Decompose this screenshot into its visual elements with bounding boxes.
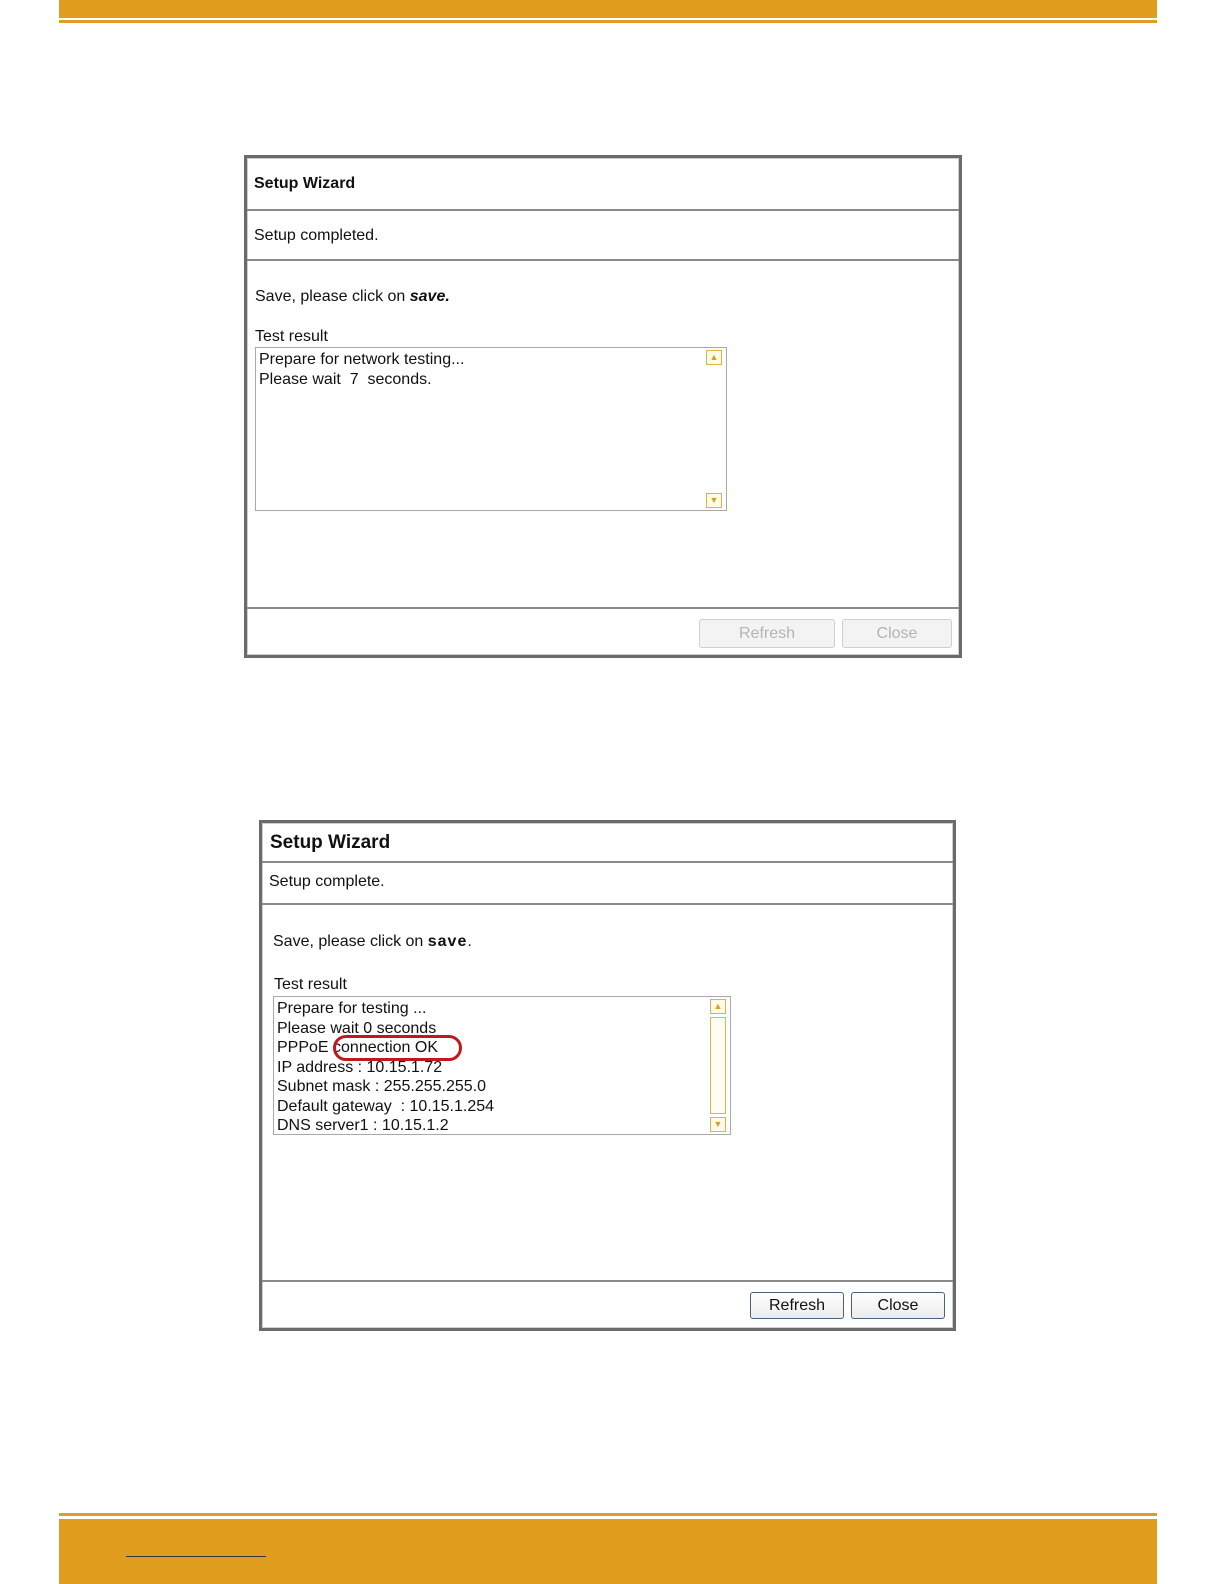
close-button[interactable]: Close xyxy=(851,1292,945,1319)
test-result-line: DNS server1 : 10.15.1.2 xyxy=(277,1117,449,1134)
test-result-line: Default gateway : 10.15.1.254 xyxy=(277,1097,495,1115)
save-instruction xyxy=(273,933,472,951)
scroll-down-arrow-icon[interactable]: ▼ xyxy=(710,1117,726,1132)
textarea-scrollbar[interactable] xyxy=(710,999,728,1132)
test-result-label: Test result xyxy=(274,976,347,993)
setup-wizard-dialog-result xyxy=(259,820,956,1331)
test-result-line-connection: PPPoE connection OK xyxy=(277,1039,438,1056)
save-keyword: save xyxy=(427,933,468,950)
save-instruction-text: Save, please click on xyxy=(273,933,428,950)
dialog-footer xyxy=(262,1280,953,1328)
test-result-textarea[interactable] xyxy=(273,996,731,1135)
dialog-title: Setup Wizard xyxy=(270,832,391,853)
setup-status-text: Setup completed. xyxy=(254,227,379,244)
textarea-scrollbar[interactable] xyxy=(706,350,724,508)
footer-accent-rule xyxy=(59,1513,1157,1516)
save-instruction-text: Save, please click on xyxy=(255,288,410,305)
save-keyword: save. xyxy=(409,288,450,305)
test-result-line: Please wait 7 seconds. xyxy=(259,370,432,388)
dialog-footer xyxy=(247,607,959,655)
test-result-textarea[interactable] xyxy=(255,347,727,511)
save-instruction xyxy=(255,288,450,306)
footer-accent-bar xyxy=(59,1519,1157,1584)
dialog-title-row xyxy=(262,823,953,863)
test-result-line: Prepare for testing ... xyxy=(277,1000,427,1017)
test-result-line: Please wait 0 seconds xyxy=(277,1019,437,1037)
header-accent-bar xyxy=(59,0,1157,18)
refresh-button[interactable]: Refresh xyxy=(750,1292,844,1319)
test-result-label: Test result xyxy=(255,328,328,345)
setup-status-text: Setup complete. xyxy=(269,873,385,890)
dialog-body xyxy=(247,261,959,607)
connection-ok-highlight-ring xyxy=(333,1035,462,1061)
test-result-line: IP address : 10.15.1.72 xyxy=(277,1058,443,1076)
dialog-title-row xyxy=(247,158,959,211)
close-button[interactable]: Close xyxy=(842,619,952,648)
test-result-line: Prepare for network testing... xyxy=(259,351,465,368)
scroll-down-arrow-icon[interactable]: ▼ xyxy=(706,493,722,508)
save-instruction-suffix: . xyxy=(467,933,472,950)
dialog-status-row xyxy=(262,863,953,905)
footer-divider xyxy=(126,1556,266,1557)
dialog-status-row xyxy=(247,211,959,261)
scroll-up-arrow-icon[interactable]: ▲ xyxy=(706,350,722,365)
scrollbar-thumb[interactable] xyxy=(710,1017,726,1114)
refresh-button[interactable]: Refresh xyxy=(699,619,835,648)
dialog-body xyxy=(262,905,953,1282)
setup-wizard-dialog-testing xyxy=(244,155,962,658)
header-accent-rule xyxy=(59,20,1157,23)
test-result-line: Subnet mask : 255.255.255.0 xyxy=(277,1078,487,1095)
dialog-title: Setup Wizard xyxy=(254,175,356,192)
scroll-up-arrow-icon[interactable]: ▲ xyxy=(710,999,726,1014)
